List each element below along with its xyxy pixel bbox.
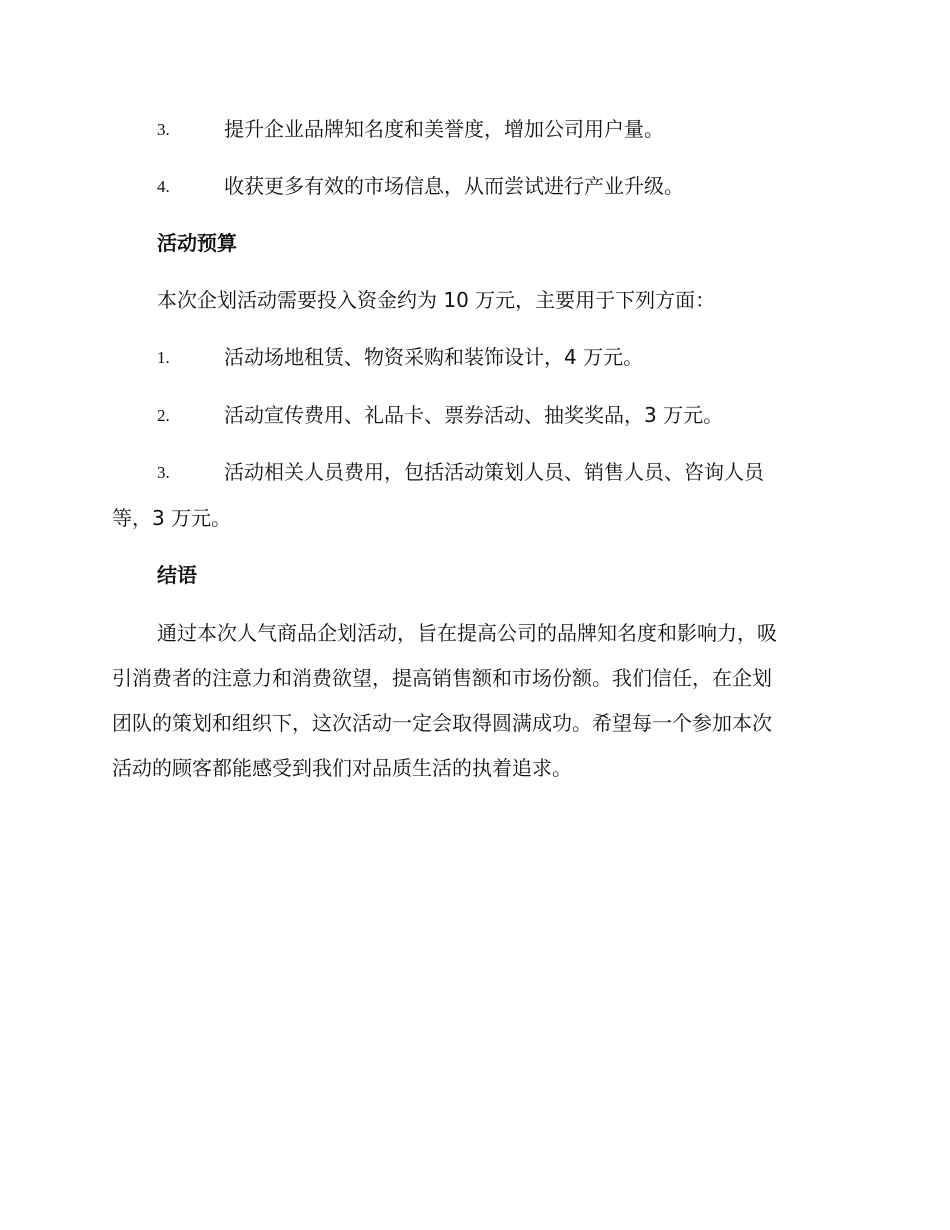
budget-intro: 本次企划活动需要投入资金约为 10 万元，主要用于下列方面： [157,288,716,312]
list-number: 1. [157,348,170,367]
budget-heading: 活动预算 [157,231,237,255]
conclusion-line: 活动的顾客都能感受到我们对品质生活的执着追求。 [112,756,572,780]
conclusion-line: 引消费者的注意力和消费欲望，提高销售额和市场份额。我们信任，在企划 [112,666,772,690]
list-text: 活动宣传费用、礼品卡、票券活动、抽奖奖品，3 万元。 [224,403,724,427]
conclusion-line: 团队的策划和组织下，这次活动一定会取得圆满成功。希望每一个参加本次 [112,711,772,735]
list-text: 提升企业品牌知名度和美誉度，增加公司用户量。 [224,117,664,141]
list-text: 活动场地租赁、物资采购和装饰设计，4 万元。 [224,345,644,369]
conclusion-line: 通过本次人气商品企划活动，旨在提高公司的品牌知名度和影响力，吸 [157,621,777,645]
list-item-continuation: 等，3 万元。 [112,506,232,530]
list-text: 活动相关人员费用，包括活动策划人员、销售人员、咨询人员 [224,460,764,484]
list-number: 4. [157,177,170,196]
list-number: 3. [157,463,170,482]
list-text: 收获更多有效的市场信息，从而尝试进行产业升级。 [224,174,684,198]
list-number: 3. [157,120,170,139]
list-number: 2. [157,406,170,425]
conclusion-heading: 结语 [157,563,197,587]
